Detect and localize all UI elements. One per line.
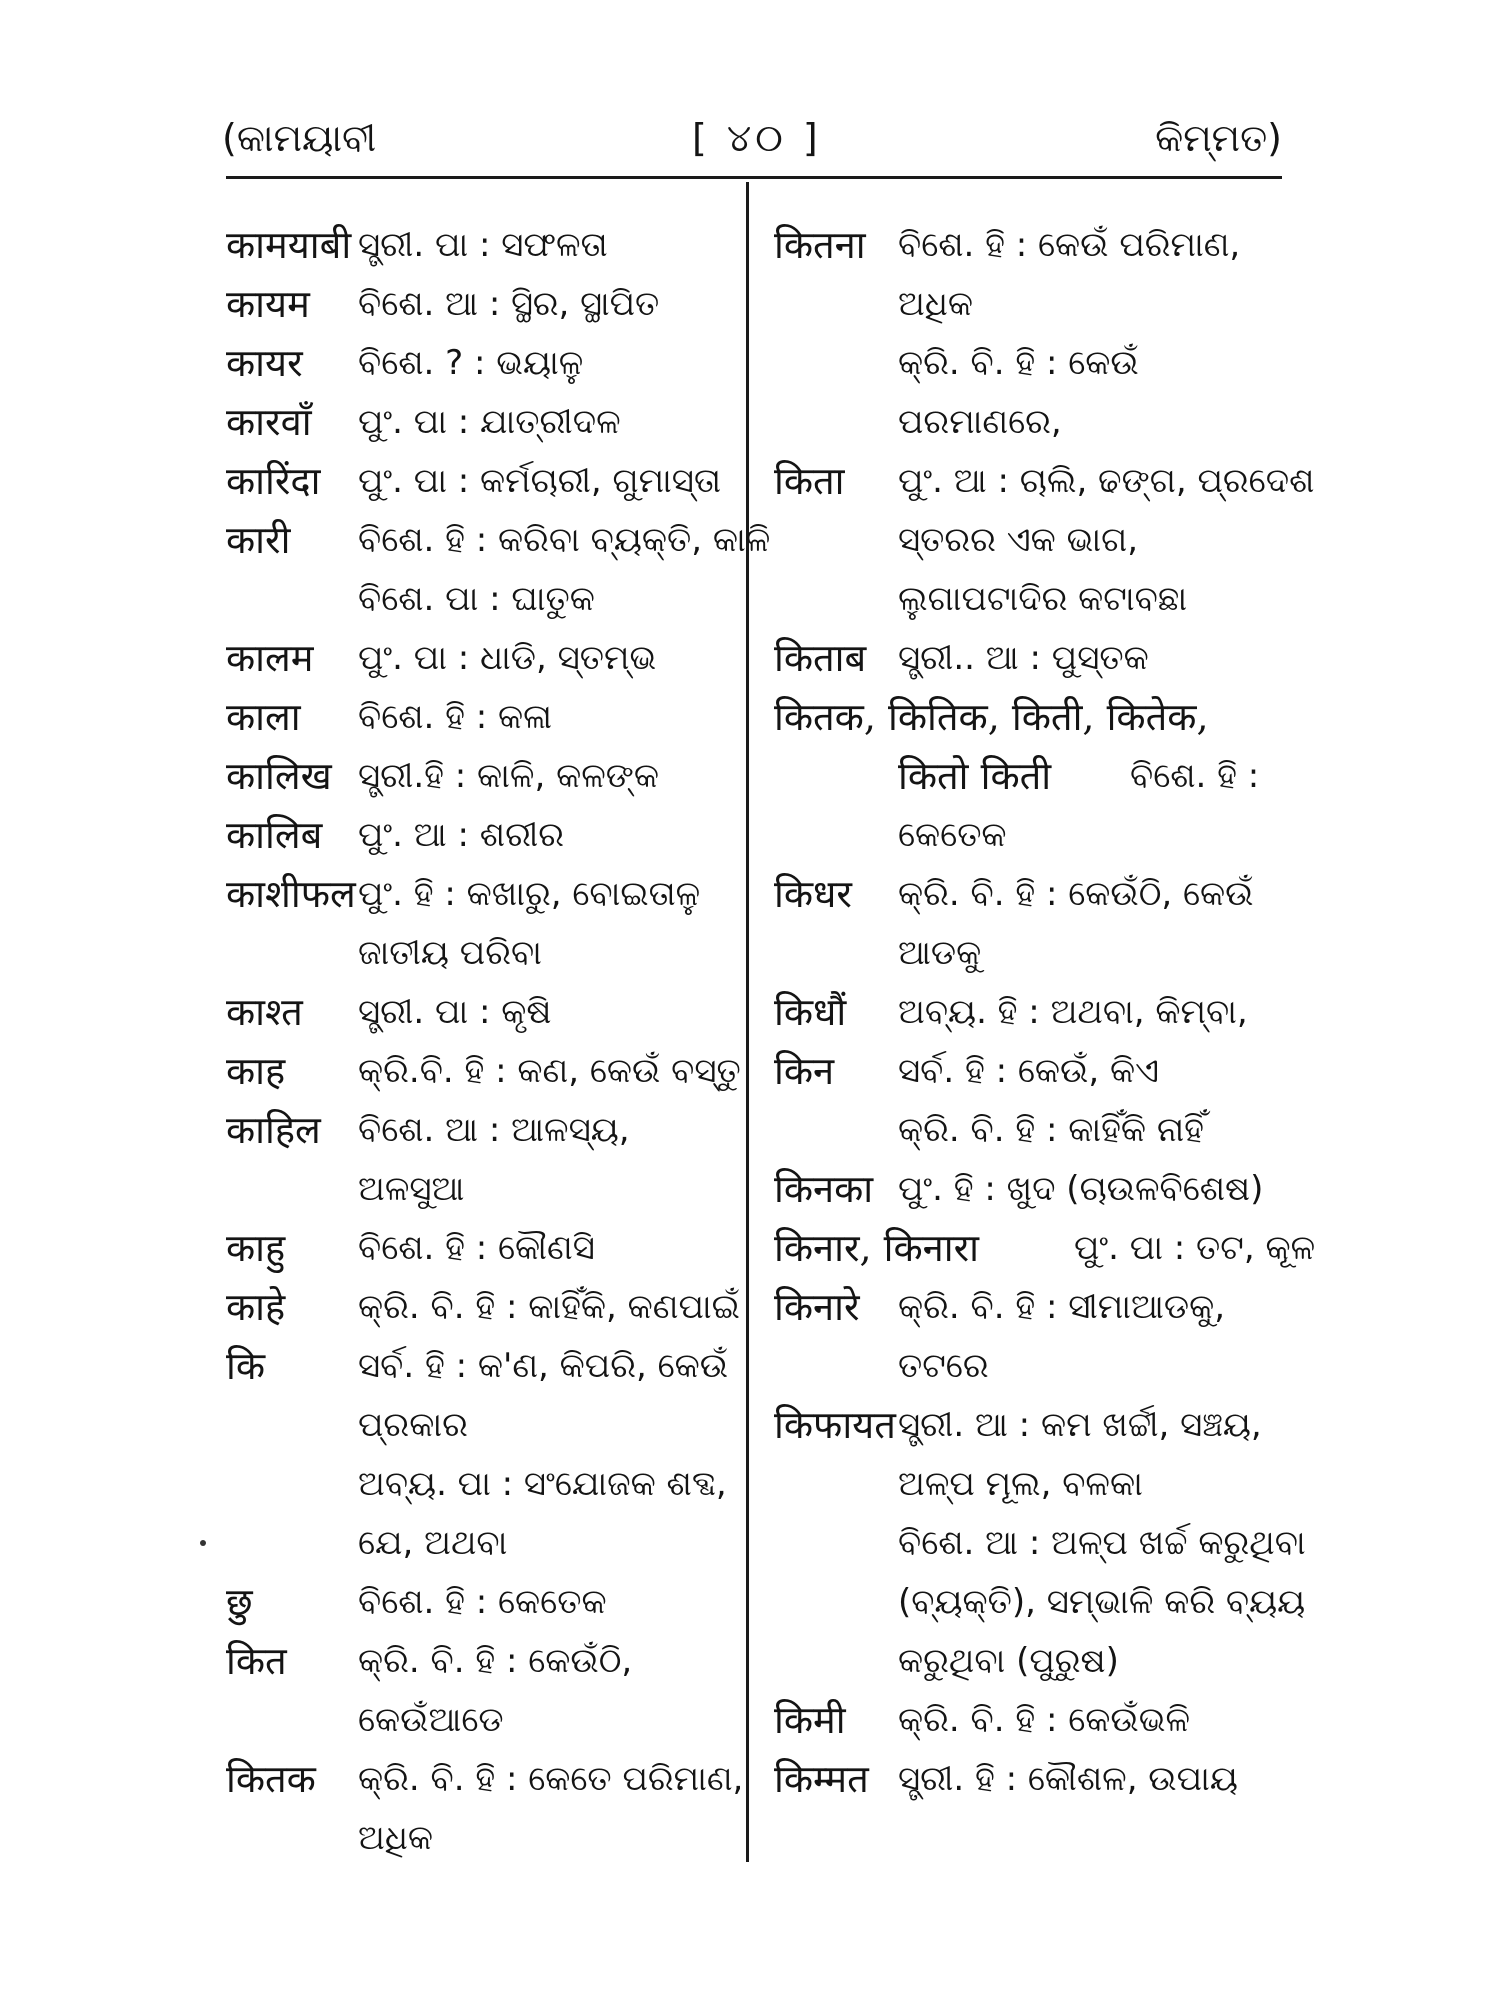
entry-definition: ଅଧିକ	[898, 284, 973, 324]
dictionary-entry	[774, 1396, 1306, 1691]
entry-headword: कि	[226, 1344, 266, 1388]
entry-definition: ଅଳ୍ପ ମୂଲ, ବଳକା	[898, 1464, 1143, 1504]
entry-headword: कारिंदा	[226, 459, 321, 503]
entry-definition: କ୍ରି. ବି. ହି : ସୀମାଆଡକୁ,	[898, 1287, 1226, 1327]
entry-definition: ଜାତୀୟ ପରିବା	[358, 933, 542, 973]
header-right-guide-word: କିମ୍ମତ)	[1155, 116, 1282, 160]
entry-definition: ସ୍ତ୍ରୀ.ହି : କାଳି, କଳଙ୍କ	[358, 756, 660, 796]
entry-definition: ଲୁଗାପଟାଦିର କଟାବଛା	[898, 579, 1188, 619]
entry-definition: ବିଶେ. ହି : କେଉଁ ପରିମାଣ,	[898, 225, 1241, 265]
dictionary-entry	[226, 865, 726, 983]
dictionary-entry	[226, 983, 726, 1042]
dictionary-entry	[226, 1278, 740, 1337]
entry-headword: छु	[226, 1580, 253, 1624]
dictionary-entry	[226, 1042, 741, 1101]
entry-headword: किमी	[774, 1698, 846, 1742]
entry-headword: कारी	[226, 518, 291, 562]
right-column	[774, 216, 1316, 1809]
dictionary-entry	[774, 1278, 1284, 1396]
entry-definition: ସର୍ବ. ହି : କ'ଣ, କିପରି, କେଉଁ	[358, 1346, 729, 1386]
dictionary-entry	[226, 806, 726, 865]
entry-headword: कारवाँ	[226, 400, 312, 444]
entry-definition: କ୍ରି. ବି. ହି : କେତେ ପରିମାଣ,	[358, 1759, 744, 1799]
left-column	[226, 216, 771, 1868]
dictionary-entry	[774, 629, 1284, 688]
entry-definition: ସର୍ବ. ହି : କେଉଁ, କିଏ	[898, 1051, 1159, 1091]
dictionary-entry	[226, 1632, 726, 1750]
entry-definition: ସ୍ତ୍ରୀ. ପା : କୃଷି	[358, 992, 552, 1032]
entry-definition: ବିଶେ. ? : ଭୟାଳୁ	[358, 343, 584, 383]
dictionary-entry	[226, 393, 726, 452]
entry-definition: ବିଶେ. ଆ : ଅଳ୍ପ ଖର୍ଚ୍ଚ କରୁଥିବା	[898, 1523, 1306, 1563]
dictionary-entry	[774, 1042, 1284, 1160]
entry-definition: ବିଶେ. ହି : କୌଣସି	[358, 1228, 595, 1268]
dictionary-entry	[226, 334, 726, 393]
entry-definition: ପୁଂ. ପା : ତଟ, କୂଳ	[1074, 1228, 1316, 1268]
entry-definition: ଅଧିକ	[358, 1818, 433, 1858]
stray-mark	[200, 1540, 206, 1546]
entry-headword: काश्त	[226, 990, 303, 1034]
dictionary-entry	[226, 747, 726, 806]
entry-definition: ସ୍ତ୍ରୀ. ପା : ସଫଳତା	[358, 225, 608, 265]
entry-definition: କ୍ରି. ବି. ହି : କେଉଁ	[898, 343, 1139, 383]
dictionary-entry	[226, 275, 726, 334]
dictionary-entry	[774, 1691, 1284, 1750]
entry-definition: ପରମାଣରେ,	[898, 402, 1062, 442]
entry-definition: କରୁଥିବା (ପୁରୁଷ)	[898, 1641, 1119, 1681]
entry-headword: कित	[226, 1639, 287, 1683]
dictionary-entry	[774, 1750, 1284, 1809]
header-rule	[226, 176, 1282, 179]
page-header	[222, 108, 1282, 168]
entry-definition: ସ୍ତ୍ରୀ. ଆ : କମ ଖର୍ଚ୍ଚୀ, ସଞ୍ଚୟ,	[898, 1405, 1262, 1445]
entry-definition: ପୁଂ. ପା : କର୍ମଚାରୀ, ଗୁମାସ୍ତା	[358, 461, 721, 501]
entry-headword: कालिख	[226, 754, 332, 798]
entry-definition: ବିଶେ. ହି : କଳା	[358, 697, 553, 737]
dictionary-entry	[226, 511, 771, 629]
entry-headwords: किनार, किनारा	[774, 1226, 980, 1270]
entry-headword: किनारे	[774, 1285, 860, 1329]
dictionary-entry	[226, 1750, 744, 1868]
entry-headword: कालिब	[226, 813, 323, 857]
entry-headword: काहिल	[226, 1108, 321, 1152]
dictionary-entry	[774, 983, 1284, 1042]
entry-headword: किता	[774, 459, 845, 503]
dictionary-entry	[774, 216, 1284, 452]
entry-headword: किताब	[774, 636, 867, 680]
entry-definition: କ୍ରି. ବି. ହି : କାହିଁକି ନାହିଁ	[898, 1110, 1204, 1150]
entry-definition: ବିଶେ. ପା : ଘାତୁକ	[358, 579, 595, 619]
entry-definition: କେଉଁଆଡେ	[358, 1700, 504, 1740]
entry-definition: ବିଶେ. ହି : କରିବା ବ୍ୟକ୍ତି, କାଳି	[358, 520, 771, 560]
entry-headwords: कितक, कितिक, किती, कितेक,	[774, 695, 1209, 739]
entry-definition: ବିଶେ. ଆ : ଆଳସ୍ୟ,	[358, 1110, 630, 1150]
entry-definition: କେତେକ	[898, 815, 1007, 855]
entry-definition: ସ୍ତରର ଏକ ଭାଗ,	[898, 520, 1139, 560]
entry-definition: ସ୍ତ୍ରୀ.. ଆ : ପୁସ୍ତକ	[898, 638, 1149, 678]
entry-headword: किनका	[774, 1167, 874, 1211]
entry-definition: ତଟରେ	[898, 1346, 989, 1386]
entry-headword: काह	[226, 1049, 286, 1093]
dictionary-entry	[226, 688, 726, 747]
dictionary-entry	[774, 688, 1284, 865]
dictionary-entry	[774, 1160, 1284, 1219]
dictionary-entry	[226, 1337, 729, 1573]
dictionary-entry	[226, 216, 726, 275]
dictionary-entry	[226, 1573, 726, 1632]
entry-definition: ପୁଂ. ଆ : ଚାଲି, ଢଙ୍ଗ, ପ୍ରଦେଶ	[898, 461, 1315, 501]
entry-definition: କ୍ରି. ବି. ହି : କେଉଁଠି, କେଉଁ	[898, 874, 1254, 914]
entry-definition: ପୁଂ. ଆ : ଶରୀର	[358, 815, 565, 855]
dictionary-entry	[774, 1219, 1316, 1278]
entry-definition: ସ୍ତ୍ରୀ. ହି : କୌଶଳ, ଉପାୟ	[898, 1759, 1238, 1799]
page-number: [ ୪୦ ]	[692, 116, 822, 160]
entry-definition: ପୁଂ. ହି : କଖାରୁ, ବୋଇତାଳୁ	[358, 874, 701, 914]
dictionary-entry	[226, 1101, 726, 1219]
entry-headword: किधौं	[774, 990, 847, 1034]
entry-definition: କ୍ରି. ବି. ହି : କାହିଁକି, କଣପାଇଁ	[358, 1287, 740, 1327]
entry-headword: कितो किती	[898, 754, 1052, 798]
entry-definition: (ବ୍ୟକ୍ତି), ସମ୍ଭାଳି କରି ବ୍ୟୟ	[898, 1582, 1306, 1622]
entry-headword: किम्मत	[774, 1757, 869, 1801]
entry-headword: काहे	[226, 1285, 286, 1329]
dictionary-entry	[226, 1219, 726, 1278]
entry-definition: ଅଳସୁଆ	[358, 1169, 465, 1209]
entry-headword: कायम	[226, 282, 310, 326]
entry-definition: କ୍ରି. ବି. ହି : କେଉଁଠି,	[358, 1641, 633, 1681]
entry-definition: ପୁଂ. ପା : ଧାଡି, ସ୍ତମ୍ଭ	[358, 638, 657, 678]
entry-headword: कितक	[226, 1757, 316, 1801]
entry-headword: काहु	[226, 1226, 286, 1270]
dictionary-entry	[774, 865, 1284, 983]
entry-definition: ବିଶେ. ଆ : ସ୍ଥିର, ସ୍ଥାପିତ	[358, 284, 660, 324]
column-divider	[746, 182, 749, 1862]
entry-headword: कालम	[226, 636, 314, 680]
entry-headword: काशीफल	[226, 872, 356, 916]
entry-definition: ବିଶେ. ହି : କେତେକ	[358, 1582, 607, 1622]
header-left-guide-word: (କାମୟାବୀ	[222, 116, 377, 160]
entry-definition: ପୁଂ. ପା : ଯାତ୍ରୀଦଳ	[358, 402, 621, 442]
entry-headword: किधर	[774, 872, 852, 916]
entry-headword: किन	[774, 1049, 835, 1093]
entry-headword: कायर	[226, 341, 303, 385]
entry-definition: ପୁଂ. ହି : ଖୁଦ (ଚାଉଳବିଶେଷ)	[898, 1169, 1264, 1209]
entry-definition: ଅବ୍ୟ. ପା : ସଂଯୋଜକ ଶବ୍ଦ,	[358, 1464, 727, 1504]
entry-headword: काला	[226, 695, 301, 739]
entry-definition: ଆଡକୁ	[898, 933, 982, 973]
dictionary-entry	[226, 629, 726, 688]
entry-definition: ଅବ୍ୟ. ହି : ଅଥବା, କିମ୍ବା,	[898, 992, 1248, 1032]
entry-definition: କ୍ରି.ବି. ହି : କଣ, କେଉଁ ବସ୍ତୁ	[358, 1051, 741, 1091]
entry-headword: कामयाबी	[226, 223, 352, 267]
entry-definition: ପ୍ରକାର	[358, 1405, 468, 1445]
entry-headword: किफायत	[774, 1403, 896, 1447]
dictionary-entry	[226, 452, 726, 511]
entry-headword: कितना	[774, 223, 866, 267]
dictionary-entry	[774, 452, 1315, 629]
entry-definition: କ୍ରି. ବି. ହି : କେଉଁଭଳି	[898, 1700, 1190, 1740]
entry-definition: ଯେ, ଅଥବା	[358, 1523, 508, 1563]
entry-definition: ବିଶେ. ହି :	[1130, 756, 1260, 796]
